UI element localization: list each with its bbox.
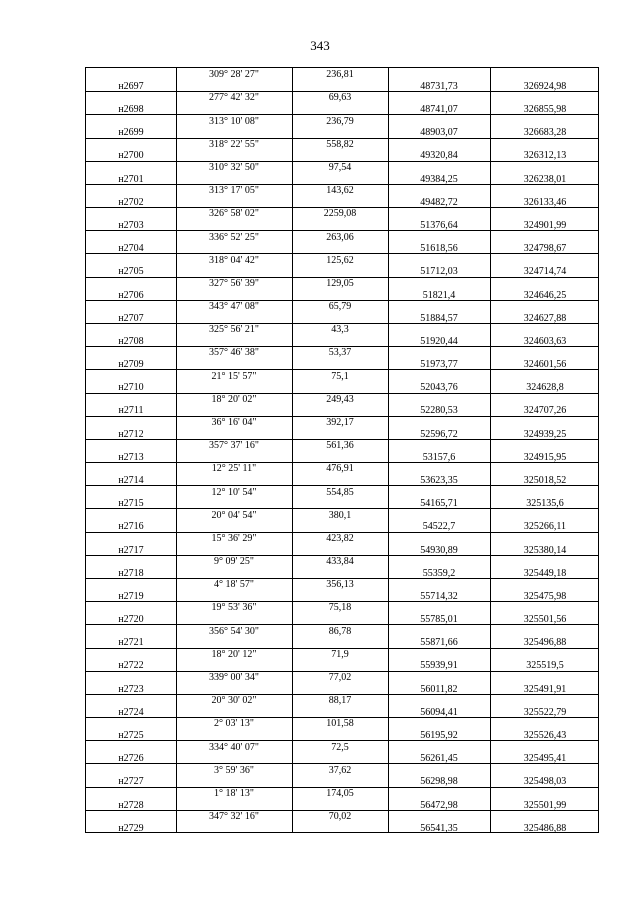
y-coordinate-cell: 325486,88 [523, 822, 567, 834]
segment-length-cell: 70,02 [328, 811, 352, 823]
x-coordinate-cell: 48903,07 [420, 127, 458, 139]
y-coordinate-cell: 325496,88 [523, 637, 567, 649]
direction-angle-cell: 3° 59' 36" [214, 764, 254, 776]
direction-angle-cell: 21° 15' 57" [211, 370, 257, 382]
y-coordinate-cell: 325522,79 [523, 706, 567, 718]
segment-length-cell: 88,17 [328, 695, 352, 707]
point-name-cell: н2703 [118, 219, 144, 231]
coordinates-table [85, 67, 599, 833]
x-coordinate-cell: 51973,77 [420, 359, 458, 371]
x-coordinate-cell: 52280,53 [420, 405, 458, 417]
segment-length-cell: 380,1 [328, 509, 352, 521]
segment-length-cell: 129,05 [326, 277, 354, 289]
segment-length-cell: 72,5 [331, 741, 349, 753]
y-coordinate-cell: 325501,56 [523, 614, 567, 626]
segment-length-cell: 558,82 [326, 138, 354, 150]
segment-length-cell: 249,43 [326, 393, 354, 405]
segment-length-cell: 2259,08 [323, 208, 357, 220]
point-name-cell: н2725 [118, 729, 144, 741]
direction-angle-cell: 357° 37' 16" [209, 440, 259, 452]
segment-length-cell: 43,3 [331, 324, 349, 336]
point-name-cell: н2715 [118, 498, 144, 510]
y-coordinate-cell: 324646,25 [523, 289, 567, 301]
x-coordinate-cell: 56541,35 [420, 822, 458, 834]
x-coordinate-cell: 56472,98 [420, 799, 458, 811]
segment-length-cell: 77,02 [328, 672, 352, 684]
y-coordinate-cell: 324915,95 [523, 451, 567, 463]
y-coordinate-cell: 324939,25 [523, 428, 567, 440]
segment-length-cell: 97,54 [328, 162, 352, 174]
point-name-cell: н2722 [118, 660, 144, 672]
direction-angle-cell: 313° 17' 05" [209, 185, 259, 197]
direction-angle-cell: 339° 00' 34" [209, 672, 259, 684]
point-name-cell: н2717 [118, 544, 144, 556]
point-name-cell: н2727 [118, 776, 144, 788]
point-name-cell: н2712 [118, 428, 144, 440]
x-coordinate-cell: 51376,64 [420, 219, 458, 231]
direction-angle-cell: 326° 58' 02" [209, 208, 259, 220]
point-name-cell: н2720 [118, 614, 144, 626]
y-coordinate-cell: 324901,99 [523, 219, 567, 231]
y-coordinate-cell: 324707,26 [523, 405, 567, 417]
x-coordinate-cell: 54522,7 [422, 521, 456, 533]
x-coordinate-cell: 52043,76 [420, 382, 458, 394]
x-coordinate-cell: 54930,89 [420, 544, 458, 556]
direction-angle-cell: 325° 56' 21" [209, 324, 259, 336]
direction-angle-cell: 357° 46' 38" [209, 347, 259, 359]
page-number: 343 [310, 38, 330, 53]
direction-angle-cell: 343° 47' 08" [209, 301, 259, 313]
point-name-cell: н2718 [118, 567, 144, 579]
y-coordinate-cell: 325475,98 [523, 590, 567, 602]
point-name-cell: н2705 [118, 266, 144, 278]
x-coordinate-cell: 48741,07 [420, 104, 458, 116]
x-coordinate-cell: 56094,41 [420, 706, 458, 718]
segment-length-cell: 433,84 [326, 556, 354, 568]
x-coordinate-cell: 52596,72 [420, 428, 458, 440]
segment-length-cell: 143,62 [326, 185, 354, 197]
segment-length-cell: 423,82 [326, 532, 354, 544]
segment-length-cell: 392,17 [326, 417, 354, 429]
segment-length-cell: 65,79 [328, 301, 352, 313]
point-name-cell: н2702 [118, 196, 144, 208]
segment-length-cell: 263,06 [326, 231, 354, 243]
x-coordinate-cell: 55359,2 [422, 567, 456, 579]
segment-length-cell: 476,91 [326, 463, 354, 475]
point-name-cell: н2697 [118, 80, 144, 92]
point-name-cell: н2704 [118, 243, 144, 255]
y-coordinate-cell: 325491,91 [523, 683, 567, 695]
direction-angle-cell: 36° 16' 04" [211, 417, 257, 429]
direction-angle-cell: 310° 32' 50" [209, 162, 259, 174]
x-coordinate-cell: 56011,82 [420, 683, 458, 695]
y-coordinate-cell: 326312,13 [523, 150, 567, 162]
point-name-cell: н2723 [118, 683, 144, 695]
point-name-cell: н2713 [118, 451, 144, 463]
x-coordinate-cell: 48731,73 [420, 80, 458, 92]
point-name-cell: н2726 [118, 753, 144, 765]
direction-angle-cell: 15° 36' 29" [211, 532, 257, 544]
direction-angle-cell: 18° 20' 12" [211, 648, 257, 660]
y-coordinate-cell: 325449,18 [523, 567, 567, 579]
point-name-cell: н2699 [118, 127, 144, 139]
segment-length-cell: 71,9 [331, 648, 349, 660]
segment-length-cell: 75,1 [331, 370, 349, 382]
direction-angle-cell: 4° 18' 57" [214, 579, 254, 591]
segment-length-cell: 174,05 [326, 787, 354, 799]
point-name-cell: н2710 [118, 382, 144, 394]
point-name-cell: н2729 [118, 822, 144, 834]
direction-angle-cell: 18° 20' 02" [211, 393, 257, 405]
y-coordinate-cell: 326855,98 [523, 104, 567, 116]
y-coordinate-cell: 325135,6 [526, 498, 564, 510]
x-coordinate-cell: 54165,71 [420, 498, 458, 510]
x-coordinate-cell: 51884,57 [420, 312, 458, 324]
y-coordinate-cell: 324601,56 [523, 359, 567, 371]
segment-length-cell: 356,13 [326, 579, 354, 591]
y-coordinate-cell: 326924,98 [523, 80, 567, 92]
y-coordinate-cell: 324627,88 [523, 312, 567, 324]
segment-length-cell: 75,18 [328, 602, 352, 614]
direction-angle-cell: 356° 54' 30" [209, 625, 259, 637]
x-coordinate-cell: 49482,72 [420, 196, 458, 208]
point-name-cell: н2698 [118, 104, 144, 116]
direction-angle-cell: 20° 04' 54" [211, 509, 257, 521]
direction-angle-cell: 19° 53' 36" [211, 602, 257, 614]
x-coordinate-cell: 53623,35 [420, 474, 458, 486]
segment-length-cell: 236,81 [326, 69, 354, 81]
direction-angle-cell: 336° 52' 25" [209, 231, 259, 243]
y-coordinate-cell: 325498,03 [523, 776, 567, 788]
x-coordinate-cell: 55785,01 [420, 614, 458, 626]
direction-angle-cell: 318° 04' 42" [209, 254, 259, 266]
direction-angle-cell: 334° 40' 07" [209, 741, 259, 753]
x-coordinate-cell: 55714,32 [420, 590, 458, 602]
direction-angle-cell: 309° 28' 27" [209, 69, 259, 81]
x-coordinate-cell: 51821,4 [422, 289, 456, 301]
x-coordinate-cell: 55871,66 [420, 637, 458, 649]
segment-length-cell: 101,58 [326, 718, 354, 730]
y-coordinate-cell: 324603,63 [523, 335, 567, 347]
point-name-cell: н2721 [118, 637, 144, 649]
x-coordinate-cell: 53157,6 [422, 451, 456, 463]
y-coordinate-cell: 326683,28 [523, 127, 567, 139]
direction-angle-cell: 2° 03' 13" [214, 718, 254, 730]
direction-angle-cell: 20° 30' 02" [211, 695, 257, 707]
point-name-cell: н2707 [118, 312, 144, 324]
point-name-cell: н2701 [118, 173, 144, 185]
segment-length-cell: 69,63 [328, 92, 352, 104]
direction-angle-cell: 12° 25' 11" [211, 463, 257, 475]
x-coordinate-cell: 56298,98 [420, 776, 458, 788]
y-coordinate-cell: 325501,99 [523, 799, 567, 811]
direction-angle-cell: 313° 10' 08" [209, 115, 259, 127]
y-coordinate-cell: 324714,74 [523, 266, 567, 278]
y-coordinate-cell: 325380,14 [523, 544, 567, 556]
point-name-cell: н2714 [118, 474, 144, 486]
point-name-cell: н2728 [118, 799, 144, 811]
y-coordinate-cell: 326238,01 [523, 173, 567, 185]
x-coordinate-cell: 51618,56 [420, 243, 458, 255]
point-name-cell: н2709 [118, 359, 144, 371]
segment-length-cell: 86,78 [328, 625, 352, 637]
direction-angle-cell: 318° 22' 55" [209, 138, 259, 150]
y-coordinate-cell: 324798,67 [523, 243, 567, 255]
segment-length-cell: 236,79 [326, 115, 354, 127]
x-coordinate-cell: 49320,84 [420, 150, 458, 162]
point-name-cell: н2719 [118, 590, 144, 602]
y-coordinate-cell: 326133,46 [523, 196, 567, 208]
y-coordinate-cell: 325526,43 [523, 729, 567, 741]
point-name-cell: н2716 [118, 521, 144, 533]
y-coordinate-cell: 325519,5 [526, 660, 564, 672]
y-coordinate-cell: 325266,11 [523, 521, 567, 533]
direction-angle-cell: 1° 18' 13" [214, 787, 254, 799]
point-name-cell: н2700 [118, 150, 144, 162]
segment-length-cell: 37,62 [328, 764, 352, 776]
x-coordinate-cell: 55939,91 [420, 660, 458, 672]
x-coordinate-cell: 51712,03 [420, 266, 458, 278]
x-coordinate-cell: 56195,92 [420, 729, 458, 741]
segment-length-cell: 125,62 [326, 254, 354, 266]
x-coordinate-cell: 49384,25 [420, 173, 458, 185]
y-coordinate-cell: 324628,8 [526, 382, 564, 394]
y-coordinate-cell: 325495,41 [523, 753, 567, 765]
x-coordinate-cell: 51920,44 [420, 335, 458, 347]
y-coordinate-cell: 325018,52 [523, 474, 567, 486]
direction-angle-cell: 9° 09' 25" [214, 556, 254, 568]
direction-angle-cell: 347° 32' 16" [209, 811, 259, 823]
point-name-cell: н2724 [118, 706, 144, 718]
direction-angle-cell: 277° 42' 32" [209, 92, 259, 104]
segment-length-cell: 561,36 [326, 440, 354, 452]
direction-angle-cell: 327° 56' 39" [209, 277, 259, 289]
point-name-cell: н2711 [118, 405, 144, 417]
direction-angle-cell: 12° 10' 54" [211, 486, 257, 498]
segment-length-cell: 554,85 [326, 486, 354, 498]
segment-length-cell: 53,37 [328, 347, 352, 359]
point-name-cell: н2708 [118, 335, 144, 347]
point-name-cell: н2706 [118, 289, 144, 301]
x-coordinate-cell: 56261,45 [420, 753, 458, 765]
